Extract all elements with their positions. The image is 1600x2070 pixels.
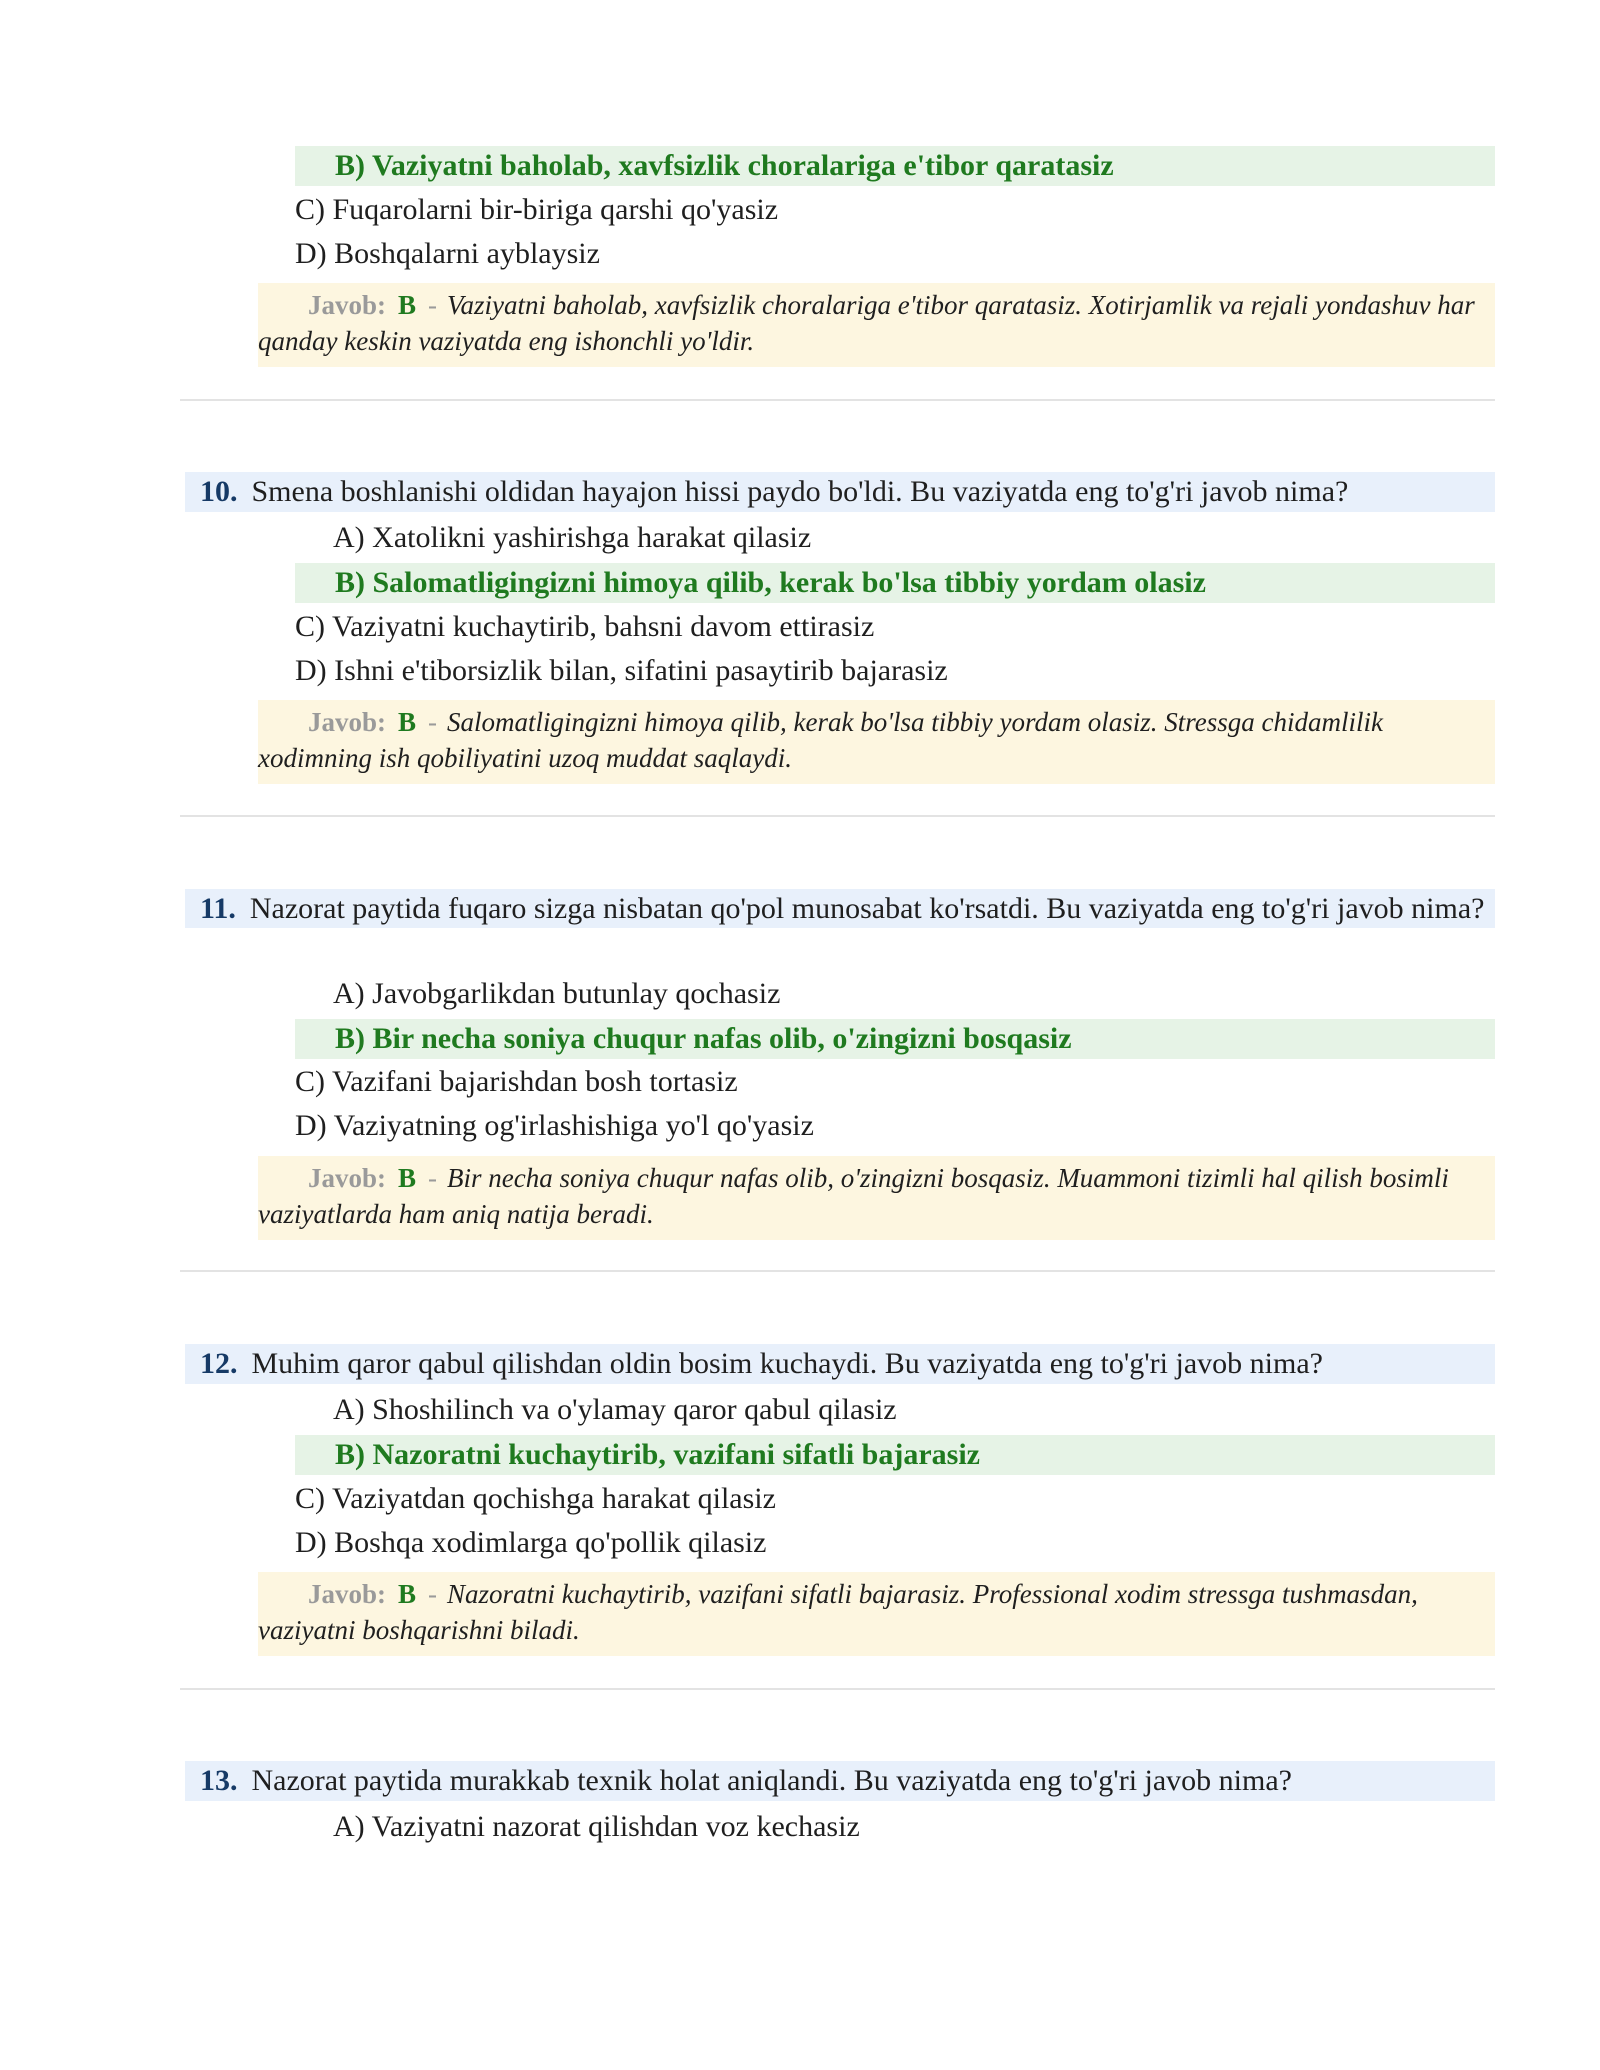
answer-dash: -	[428, 707, 438, 737]
question-11	[185, 889, 1495, 928]
q11-answer-box	[258, 1156, 1495, 1240]
q10-option-b-correct: B) Salomatligingizni himoya qilib, kerak bo'lsa tibbiy yordam olasiz	[295, 563, 1495, 603]
question-divider	[180, 399, 1495, 401]
answer-label: Javob:	[308, 290, 387, 320]
answer-label: Javob:	[308, 1579, 387, 1609]
question-text: Nazorat paytida murakkab texnik holat aniqlandi. Bu vaziyatda eng to'g'ri javob nima?	[251, 1764, 1292, 1797]
answer-label: Javob:	[308, 1163, 387, 1193]
answer-explanation: Nazoratni kuchaytirib, vazifani sifatli bajarasiz. Professional xodim stressga tushmasdan, vaziyatni boshqarishni biladi.	[258, 1579, 1418, 1645]
q11-option-c: C) Vazifani bajarishdan bosh tortasiz	[295, 1065, 738, 1098]
prev-answer-box	[258, 283, 1495, 367]
question-number: 13.	[200, 1764, 238, 1797]
q10-option-a: A) Xatolikni yashirishga harakat qilasiz	[333, 521, 812, 554]
answer-explanation: Salomatligingizni himoya qilib, kerak bo'lsa tibbiy yordam olasiz. Stressga chidamlilik xodimning ish qobiliyatini uzoq muddat saqlaydi.	[258, 707, 1384, 773]
question-13	[185, 1761, 1495, 1801]
answer-letter: B	[398, 707, 417, 737]
q10-option-c: C) Vaziyatni kuchaytirib, bahsni davom ettirasiz	[295, 610, 875, 643]
question-number: 10.	[200, 475, 238, 508]
answer-dash: -	[428, 1163, 438, 1193]
prev-option-d: D) Boshqalarni ayblaysiz	[295, 237, 600, 270]
prev-option-c: C) Fuqarolarni bir-biriga qarshi qo'yasiz	[295, 193, 779, 226]
q11-option-b-correct: B) Bir necha soniya chuqur nafas olib, o'zingizni bosqasiz	[295, 1019, 1495, 1059]
answer-explanation: Vaziyatni baholab, xavfsizlik choralariga e'tibor qaratasiz. Xotirjamlik va rejali yondashuv har qanday keskin vaziyatda eng ishonchli yo'ldir.	[258, 290, 1475, 356]
answer-letter: B	[398, 290, 417, 320]
answer-explanation: Bir necha soniya chuqur nafas olib, o'zingizni bosqasiz. Muammoni tizimli hal qilish bosimli vaziyatlarda ham aniq natija beradi.	[258, 1163, 1449, 1229]
question-divider	[180, 815, 1495, 817]
answer-dash: -	[428, 290, 438, 320]
question-text: Muhim qaror qabul qilishdan oldin bosim kuchaydi. Bu vaziyatda eng to'g'ri javob nima?	[251, 1347, 1323, 1380]
prev-option-b-correct: B) Vaziyatni baholab, xavfsizlik choralariga e'tibor qaratasiz	[295, 146, 1495, 186]
question-12	[185, 1344, 1495, 1384]
q11-option-d: D) Vaziyatning og'irlashishiga yo'l qo'yasiz	[295, 1109, 814, 1142]
answer-letter: B	[398, 1163, 417, 1193]
answer-letter: B	[398, 1579, 417, 1609]
answer-dash: -	[428, 1579, 438, 1609]
q12-option-d: D) Boshqa xodimlarga qo'pollik qilasiz	[295, 1526, 767, 1559]
question-text: Nazorat paytida fuqaro sizga nisbatan qo'pol munosabat ko'rsatdi. Bu vaziyatda eng to'g'ri javob nima?	[249, 892, 1485, 925]
q10-answer-box	[258, 700, 1495, 784]
q10-option-d: D) Ishni e'tiborsizlik bilan, sifatini pasaytirib bajarasiz	[295, 654, 948, 687]
q13-option-a: A) Vaziyatni nazorat qilishdan voz kechasiz	[333, 1810, 860, 1843]
question-text: Smena boshlanishi oldidan hayajon hissi paydo bo'ldi. Bu vaziyatda eng to'g'ri javob nima?	[251, 475, 1349, 508]
q12-answer-box	[258, 1572, 1495, 1656]
q12-option-c: C) Vaziyatdan qochishga harakat qilasiz	[295, 1482, 776, 1515]
answer-label: Javob:	[308, 707, 387, 737]
question-number: 11.	[200, 892, 236, 925]
question-divider	[180, 1270, 1495, 1272]
question-10	[185, 472, 1495, 512]
question-number: 12.	[200, 1347, 238, 1380]
q12-option-b-correct: B) Nazoratni kuchaytirib, vazifani sifatli bajarasiz	[295, 1435, 1495, 1475]
q11-option-a: A) Javobgarlikdan butunlay qochasiz	[333, 977, 781, 1010]
q12-option-a: A) Shoshilinch va o'ylamay qaror qabul qilasiz	[333, 1393, 897, 1426]
question-divider	[180, 1688, 1495, 1690]
